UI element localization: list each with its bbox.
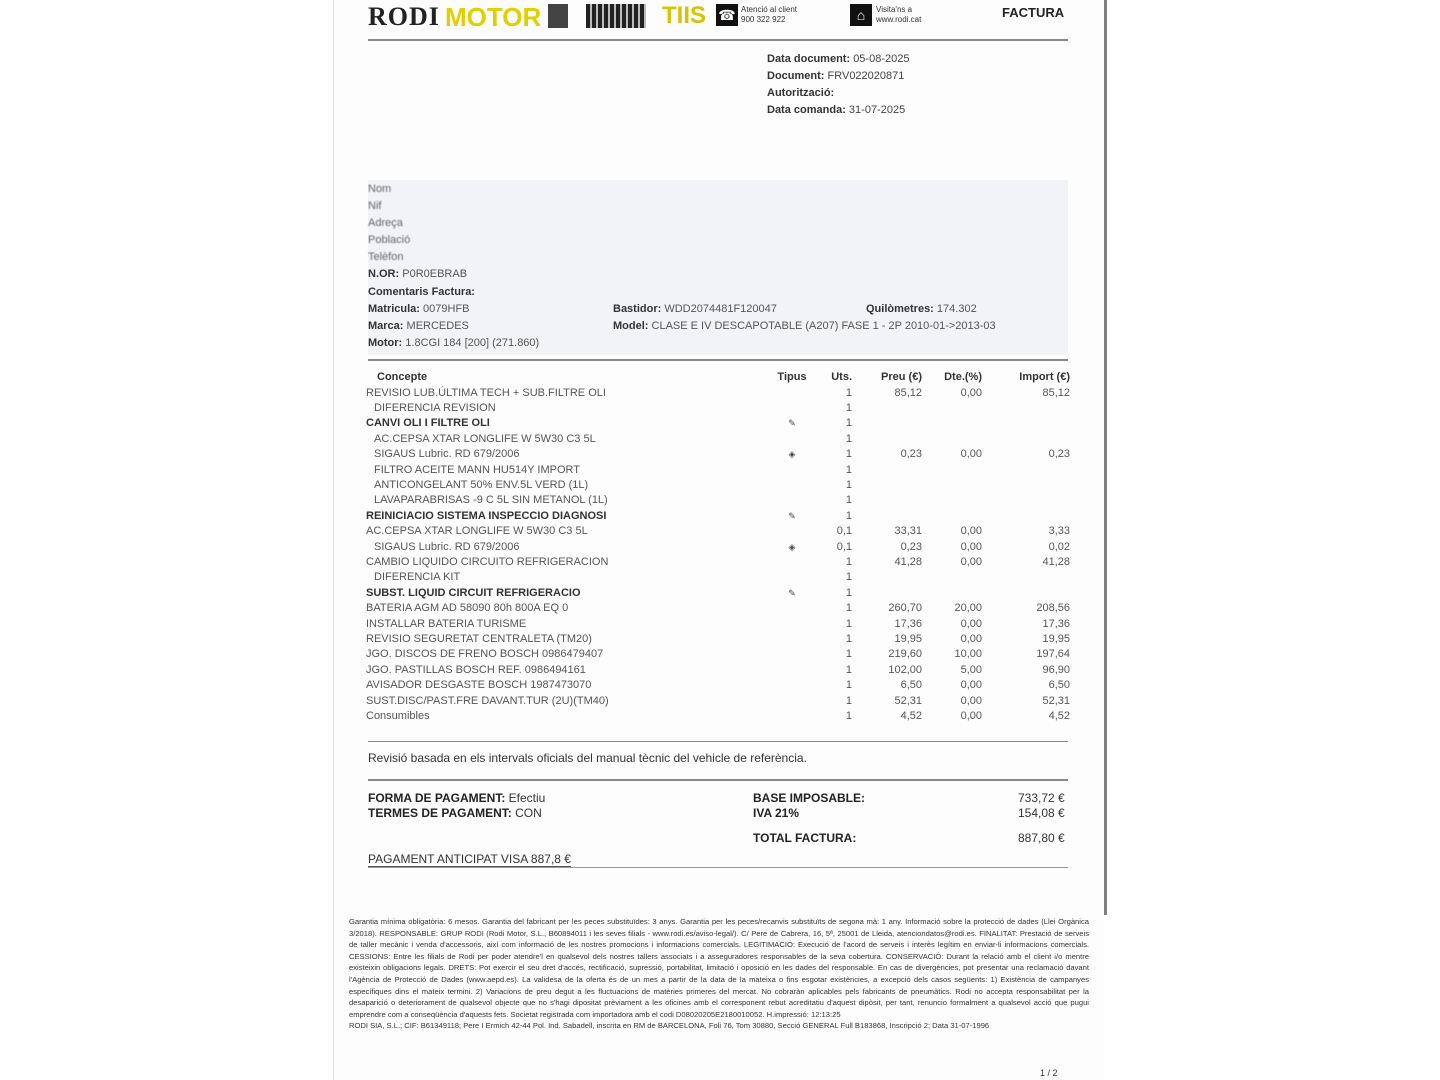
row-dte <box>922 477 982 492</box>
footer-rule <box>368 867 1068 868</box>
row-preu: 52,31 <box>894 694 922 707</box>
col-tipus: Tipus <box>777 370 807 383</box>
client-name: Nom <box>368 183 392 195</box>
row-tipus <box>772 570 812 585</box>
row-uts: 1 <box>845 555 852 568</box>
drop-icon: ◈ <box>788 449 796 460</box>
row-tipus <box>772 600 812 615</box>
row-dte <box>922 400 982 415</box>
row-tipus <box>772 447 812 462</box>
row-dte: 10,00 <box>954 648 982 661</box>
wrench-icon: ✎ <box>788 587 796 598</box>
row-tipus <box>772 508 812 523</box>
contact-web <box>876 5 921 25</box>
meta-doc-date: Data document: 05-08-2025 <box>767 53 910 65</box>
advance-payment: PAGAMENT ANTICIPAT VISA 887,8 € <box>368 852 571 866</box>
row-import <box>982 508 1070 523</box>
table-row <box>366 616 1070 631</box>
row-concept: JGO. PASTILLAS BOSCH REF. 0986494161 <box>366 663 586 676</box>
row-concept: SIGAUS Lubric. RD 679/2006 <box>374 540 520 553</box>
row-concept: AVISADOR DESGASTE BOSCH 1987473070 <box>366 679 592 692</box>
row-dte: 0,00 <box>960 386 982 399</box>
row-concept: Consumibles <box>366 709 430 722</box>
row-preu <box>852 585 922 600</box>
row-import <box>982 416 1070 431</box>
row-concept: CANVI OLI I FILTRE OLI <box>366 417 490 430</box>
row-preu: 41,28 <box>894 555 922 568</box>
row-uts: 1 <box>845 632 852 645</box>
rodi-logo: RODI <box>368 2 440 31</box>
row-import: 19,95 <box>1042 632 1070 645</box>
row-preu <box>852 400 922 415</box>
row-tipus <box>772 677 812 692</box>
row-tipus <box>772 708 812 723</box>
items-table <box>366 369 1070 724</box>
table-row <box>366 416 1070 431</box>
table-row <box>366 554 1070 569</box>
header-rule <box>368 39 1068 41</box>
table-row <box>366 462 1070 477</box>
payment-method: FORMA DE PAGAMENT: Efectiu <box>368 791 546 805</box>
phone-icon: ☎ <box>716 4 738 26</box>
row-dte: 0,00 <box>960 555 982 568</box>
row-uts: 1 <box>845 417 852 430</box>
row-dte <box>922 570 982 585</box>
row-tipus <box>772 554 812 569</box>
row-dte <box>922 431 982 446</box>
row-tipus <box>772 616 812 631</box>
row-import <box>982 400 1070 415</box>
row-tipus <box>772 539 812 554</box>
bastidor-line: Bastidor: WDD2074481F120047 <box>613 303 777 315</box>
contact-web-label: Visita'ns a <box>876 5 913 14</box>
row-uts: 1 <box>845 571 852 584</box>
table-row <box>366 693 1070 708</box>
row-tipus <box>772 631 812 646</box>
row-import: 4,52 <box>1048 709 1070 722</box>
row-import <box>982 585 1070 600</box>
table-row <box>366 539 1070 554</box>
row-uts: 1 <box>845 386 852 399</box>
row-import: 0,23 <box>1048 448 1070 461</box>
col-dte: Dte.(%) <box>944 370 982 383</box>
row-preu: 19,95 <box>894 632 922 645</box>
row-dte: 20,00 <box>954 602 982 615</box>
row-import: 41,28 <box>1042 555 1070 568</box>
row-dte <box>922 508 982 523</box>
row-tipus <box>772 400 812 415</box>
table-row <box>366 647 1070 662</box>
totals-top-rule <box>368 779 1068 781</box>
total-label: TOTAL FACTURA: <box>753 831 857 845</box>
km-line: Quilòmetres: 174.302 <box>866 303 977 315</box>
row-tipus <box>772 462 812 477</box>
client-city: Població <box>368 234 411 246</box>
brand-logo-2 <box>548 4 568 28</box>
table-row <box>366 447 1070 462</box>
row-uts: 1 <box>845 479 852 492</box>
row-dte: 0,00 <box>960 525 982 538</box>
row-preu: 102,00 <box>888 663 922 676</box>
row-preu: 0,23 <box>900 448 922 461</box>
table-row <box>366 493 1070 508</box>
row-dte <box>922 493 982 508</box>
row-concept: REVISIO LUB.ÚLTIMA TECH + SUB.FILTRE OLI <box>366 386 606 399</box>
row-dte: 0,00 <box>960 540 982 553</box>
row-uts: 1 <box>845 494 852 507</box>
page-number: 1 / 2 <box>1040 1068 1058 1078</box>
items-bottom-rule <box>368 741 1068 742</box>
row-uts: 1 <box>845 463 852 476</box>
payment-terms: TERMES DE PAGAMENT: CON <box>368 806 542 820</box>
client-nif: Nif <box>368 200 382 212</box>
total-value: 887,80 € <box>1018 831 1065 845</box>
row-import: 17,36 <box>1042 617 1070 630</box>
iva-value: 154,08 € <box>1018 806 1065 820</box>
table-row <box>366 570 1070 585</box>
contact-phone-number: 900 322 922 <box>741 15 786 24</box>
row-preu: 6,50 <box>900 679 922 692</box>
brand-logo-3 <box>586 4 646 28</box>
row-uts: 1 <box>845 432 852 445</box>
row-tipus <box>772 524 812 539</box>
row-concept: ANTICONGELANT 50% ENV.5L VERD (1L) <box>374 479 589 492</box>
revision-note: Revisió basada en els intervals oficials del manual tècnic del vehicle de referència. <box>368 751 807 765</box>
page-shadow <box>1104 0 1107 915</box>
row-uts: 1 <box>845 648 852 661</box>
row-preu: 4,52 <box>900 709 922 722</box>
row-preu: 33,31 <box>894 525 922 538</box>
row-concept: REINICIACIO SISTEMA INSPECCIO DIAGNOSI <box>366 509 607 522</box>
row-import <box>982 570 1070 585</box>
row-concept: INSTALLAR BATERIA TURISME <box>366 617 527 630</box>
row-uts: 1 <box>845 586 852 599</box>
row-import: 208,56 <box>1036 602 1070 615</box>
row-tipus <box>772 662 812 677</box>
row-preu <box>852 477 922 492</box>
base-label: BASE IMPOSABLE: <box>753 791 866 805</box>
items-top-rule <box>368 359 1068 361</box>
contact-phone <box>741 5 797 25</box>
row-import: 0,02 <box>1048 540 1070 553</box>
row-dte: 0,00 <box>960 694 982 707</box>
row-import <box>982 477 1070 492</box>
contact-phone-label: Atenció al client <box>741 5 798 14</box>
row-uts: 1 <box>845 509 852 522</box>
row-uts: 1 <box>845 679 852 692</box>
row-uts: 1 <box>845 709 852 722</box>
row-import: 3,33 <box>1048 525 1070 538</box>
legal-text <box>349 916 1089 1032</box>
legal-company: RODI SIA, S.L.; CIF: B61349118; Pere I Ermich 42-44 Pol. Ind. Sabadell, inscrita en RM de BARCELONA, Foli 76, Tom 30880, Secció GENERAL Full B183868, Inscripció 2; Data 31-07-1996 <box>349 1021 990 1031</box>
table-row <box>366 508 1070 523</box>
table-row <box>366 585 1070 600</box>
row-import: 6,50 <box>1048 679 1070 692</box>
row-dte <box>922 416 982 431</box>
motor-logo: MOTOR <box>445 2 542 32</box>
row-preu <box>852 493 922 508</box>
meta-authorization: Autorització: <box>767 87 835 99</box>
meta-order-date: Data comanda: 31-07-2025 <box>767 104 906 116</box>
row-uts: 0,1 <box>836 540 852 553</box>
row-dte: 0,00 <box>960 448 982 461</box>
row-concept: DIFERENCIA KIT <box>374 571 461 584</box>
row-dte <box>922 462 982 477</box>
client-address: Adreça <box>368 217 403 229</box>
table-row <box>366 524 1070 539</box>
col-concept: Concepte <box>377 370 428 383</box>
wrench-icon: ✎ <box>788 418 796 429</box>
contact-web-url: www.rodi.cat <box>876 15 922 24</box>
row-tipus <box>772 416 812 431</box>
web-icon: ⌂ <box>850 4 872 26</box>
col-preu: Preu (€) <box>881 370 922 383</box>
row-preu: 219,60 <box>888 648 922 661</box>
row-tipus <box>772 477 812 492</box>
row-dte: 0,00 <box>960 709 982 722</box>
row-preu <box>852 462 922 477</box>
table-row <box>366 431 1070 446</box>
legal-paragraph: Garantia mínima obligatòria: 6 mesos. Garantia del fabricant per les peces substituïdes: 3 anys. Garantia per les peces/recanvis substituïts de segona mà: 1 any. Informació sobre la protecció de dades (Llei Orgànica 3/2018). RESPONSABLE: GRUP RODI (Rodi Motor, S.L., B60894011 i les seves filials - www.rodi.es/aviso-legal/). C/ Pere de Cabrera, 16, 5ª, 25001 de Lleida, atenciondatos@rodi.es. FINALITAT: Prestació de serveis de taller mecànic i venda d'accessoris, així com informació de les nostres promocions i informacions comercials. LEGITIMACIÓ: Execució de l'acord de serveis i interès legítim en enviar-li informacions comercials. CESSIONS: Entre les filials de Rodi per poder atendre'l en qualsevol dels nostres tallers associats i a asseguradores responsables de la seva cobertura. CONSERVACIÓ: Durant la relació amb el client i/o mentre existeixin obligacions legals. DRETS: Pot exercir el seu dret d'accés, rectificació, supressió, portabilitat, limitació i oposició en les dades del responsable. En cas de divergències, pot presentar una reclamació davant l'Agència de Protecció de Dades (www.aepd.es). La validesa de la oferta és de un mes a partir de la data de la mateixa o fins esgotar existències, a excepció dels casos següents: 1) Existència de campanyes específiques dins el mateix termini. 2) Variacions de preu degut a les fluctuacions de matèries primeres del mercat. No cobraràn aplicables pels fabricants de pneumàtics. Rodi no accepta responsabilitat per la desaparició o deteriorament de qualsevol objecte que no s'hagi dipositat prèviament a les oficines amb el corresponent rebut acreditatiu d'aquest dipòsit, per tant, renuncio formalment a qualsevol acció que pugui emprendre com a conseqüència d'aquests fets. Societat registrada com importadora amb el codi D08020205E2180010052. H.impressió: 12:13:25 <box>349 917 1089 1019</box>
row-tipus <box>772 385 812 400</box>
row-concept: LAVAPARABRISAS -9 C 5L SIN METANOL (1L) <box>374 494 608 507</box>
row-dte: 5,00 <box>960 663 982 676</box>
tiis-logo: TIIS <box>662 2 707 29</box>
row-preu <box>852 508 922 523</box>
row-dte: 0,00 <box>960 679 982 692</box>
drop-icon: ◈ <box>788 541 796 552</box>
row-uts: 1 <box>845 663 852 676</box>
row-concept: AC.CEPSA XTAR LONGLIFE W 5W30 C3 5L <box>374 432 596 445</box>
row-concept: DIFERENCIA REVISION <box>374 402 496 415</box>
row-uts: 0,1 <box>836 525 852 538</box>
row-preu: 0,23 <box>900 540 922 553</box>
row-concept: FILTRO ACEITE MANN HU514Y IMPORT <box>374 463 580 476</box>
row-preu <box>852 570 922 585</box>
row-dte: 0,00 <box>960 632 982 645</box>
row-tipus <box>772 585 812 600</box>
row-uts: 1 <box>845 694 852 707</box>
row-import <box>982 462 1070 477</box>
items-header-row <box>366 369 1070 385</box>
client-phone: Telèfon <box>368 251 404 263</box>
comment-line: Comentaris Factura: <box>368 286 475 298</box>
table-row <box>366 631 1070 646</box>
table-row <box>366 400 1070 415</box>
row-preu <box>852 416 922 431</box>
table-row <box>366 600 1070 615</box>
nor-line: N.OR: P0R0EBRAB <box>368 268 468 280</box>
table-row <box>366 677 1070 692</box>
doc-type: FACTURA <box>1002 5 1065 20</box>
table-row <box>366 708 1070 723</box>
row-tipus <box>772 431 812 446</box>
table-row <box>366 385 1070 400</box>
row-import: 197,64 <box>1036 648 1070 661</box>
row-import: 96,90 <box>1042 663 1070 676</box>
col-uts: Uts. <box>831 370 852 383</box>
row-concept: JGO. DISCOS DE FRENO BOSCH 0986479407 <box>366 648 604 661</box>
table-row <box>366 662 1070 677</box>
row-concept: CAMBIO LIQUIDO CIRCUITO REFRIGERACION <box>366 555 609 568</box>
row-import: 85,12 <box>1042 386 1070 399</box>
row-uts: 1 <box>845 402 852 415</box>
col-import: Import (€) <box>1019 370 1070 383</box>
table-row <box>366 477 1070 492</box>
motor-line: Motor: 1.8CGI 184 [200] (271.860) <box>368 337 540 349</box>
row-import <box>982 431 1070 446</box>
row-concept: REVISIO SEGURETAT CENTRALETA (TM20) <box>366 632 592 645</box>
row-tipus <box>772 647 812 662</box>
row-dte: 0,00 <box>960 617 982 630</box>
row-preu <box>852 431 922 446</box>
row-preu: 17,36 <box>894 617 922 630</box>
meta-doc-number: Document: FRV022020871 <box>767 70 905 82</box>
row-uts: 1 <box>845 617 852 630</box>
row-preu: 260,70 <box>888 602 922 615</box>
matricula-line: Matricula: 0079HFB <box>368 303 470 315</box>
row-concept: SUST.DISC/PAST.FRE DAVANT.TUR (2U)(TM40) <box>366 694 609 707</box>
row-concept: SUBST. LIQUID CIRCUIT REFRIGERACIO <box>366 586 581 599</box>
row-import: 52,31 <box>1042 694 1070 707</box>
row-import <box>982 493 1070 508</box>
base-value: 733,72 € <box>1018 791 1065 805</box>
row-uts: 1 <box>845 602 852 615</box>
row-uts: 1 <box>845 448 852 461</box>
row-preu: 85,12 <box>894 386 922 399</box>
row-dte <box>922 585 982 600</box>
wrench-icon: ✎ <box>788 510 796 521</box>
model-line: Model: CLASE E IV DESCAPOTABLE (A207) FASE 1 - 2P 2010-01->2013-03 <box>613 320 996 332</box>
row-tipus <box>772 493 812 508</box>
row-tipus <box>772 693 812 708</box>
iva-label: IVA 21% <box>753 806 800 820</box>
row-concept: BATERIA AGM AD 58090 80h 800A EQ 0 <box>366 602 569 615</box>
row-concept: AC.CEPSA XTAR LONGLIFE W 5W30 C3 5L <box>366 525 588 538</box>
marca-line: Marca: MERCEDES <box>368 320 469 332</box>
row-concept: SIGAUS Lubric. RD 679/2006 <box>374 448 520 461</box>
